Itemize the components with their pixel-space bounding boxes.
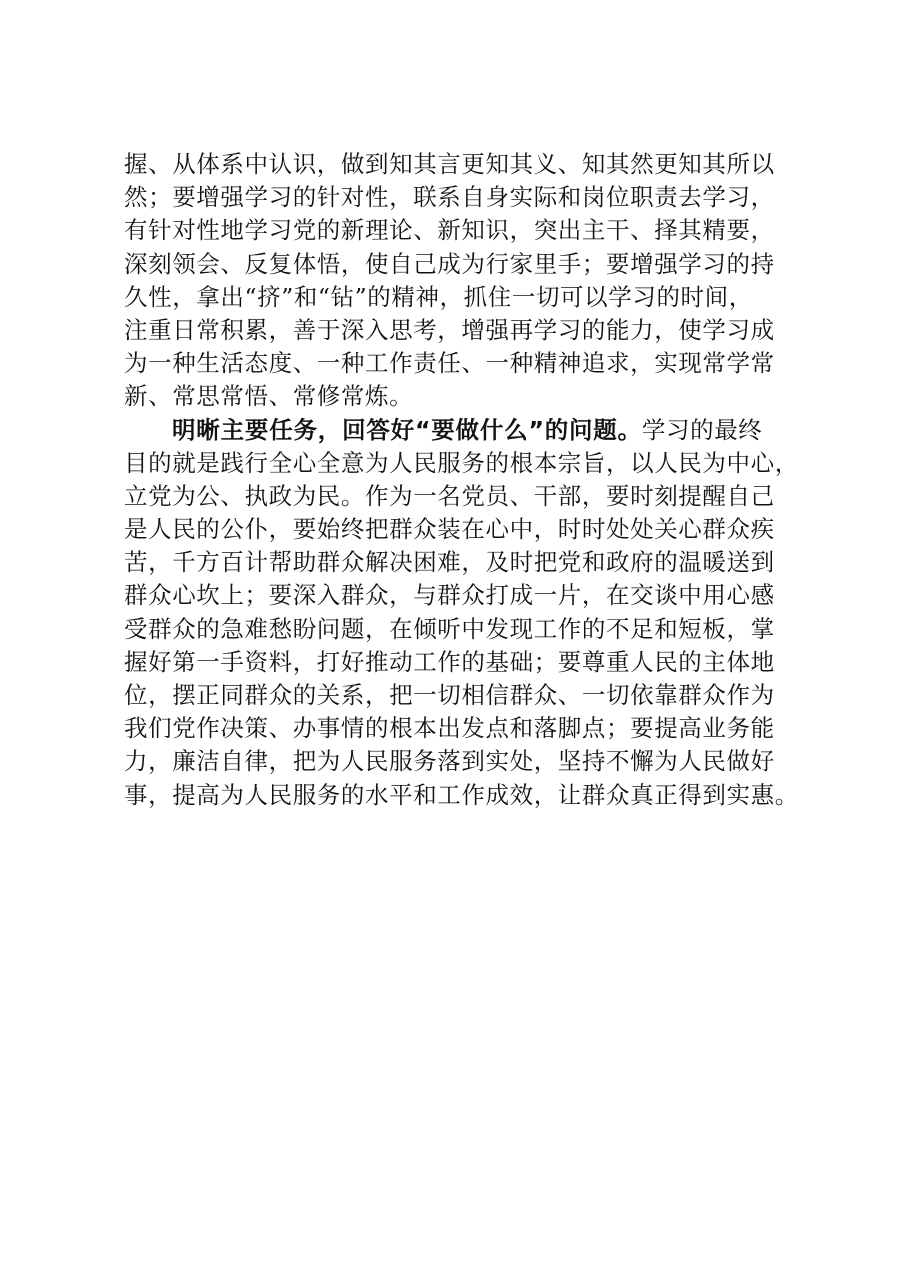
text-line: 苦，千方百计帮助群众解决困难，及时把党和政府的温暖送到 <box>124 548 775 577</box>
paragraph-2-first-line <box>124 414 804 447</box>
text-line: 位，摆正同群众的关系，把一切相信群众、一切依靠群众作为 <box>124 681 775 709</box>
text-line: 然；要增强学习的针对性，联系自身实际和岗位职责去学习， <box>124 183 775 212</box>
paragraph-2 <box>124 414 804 812</box>
body-text <box>124 148 804 812</box>
paragraph-heading: 明晰主要任务，回答好“要做什么”的问题。 <box>172 415 642 444</box>
text-line: 立党为公、执政为民。作为一名党员、干部，要时刻提醒自己 <box>124 481 775 510</box>
text-line: 为一种生活态度、一种工作责任、一种精神追求，实现常学常 <box>124 349 775 378</box>
text-line: 注重日常积累，善于深入思考，增强再学习的能力，使学习成 <box>124 315 775 344</box>
text-line: 有针对性地学习党的新理论、新知识，突出主干、择其精要， <box>124 216 775 245</box>
text-line: 深刻领会、反复体悟，使自己成为行家里手；要增强学习的持 <box>124 249 775 278</box>
text-line: 群众心坎上；要深入群众，与群众打成一片，在交谈中用心感 <box>124 581 775 610</box>
text-line: 新、常思常悟、常修常炼。 <box>124 382 414 411</box>
text-line: 是人民的公仆，要始终把群众装在心中，时时处处关心群众疾 <box>124 515 775 544</box>
text-line: 握、从体系中认识，做到知其言更知其义、知其然更知其所以 <box>124 150 775 178</box>
paragraph-1 <box>124 148 804 414</box>
text-line: 久性，拿出“挤”和“钻”的精神，抓住一切可以学习的时间， <box>124 282 753 311</box>
text-line: 受群众的急难愁盼问题，在倾听中发现工作的不足和短板，掌 <box>124 614 775 643</box>
text-line: 力，廉洁自律，把为人民服务落到实处，坚持不懈为人民做好 <box>124 747 775 776</box>
paragraph-2-first-line-rest: 学习的最终 <box>641 415 763 444</box>
text-line: 我们党作决策、办事情的根本出发点和落脚点；要提高业务能 <box>124 714 775 743</box>
text-line: 事，提高为人民服务的水平和工作成效，让群众真正得到实惠。 <box>124 780 799 809</box>
text-line: 握好第一手资料，打好推动工作的基础；要尊重人民的主体地 <box>124 647 775 676</box>
text-line: 目的就是践行全心全意为人民服务的根本宗旨，以人民为中心， <box>124 448 799 477</box>
